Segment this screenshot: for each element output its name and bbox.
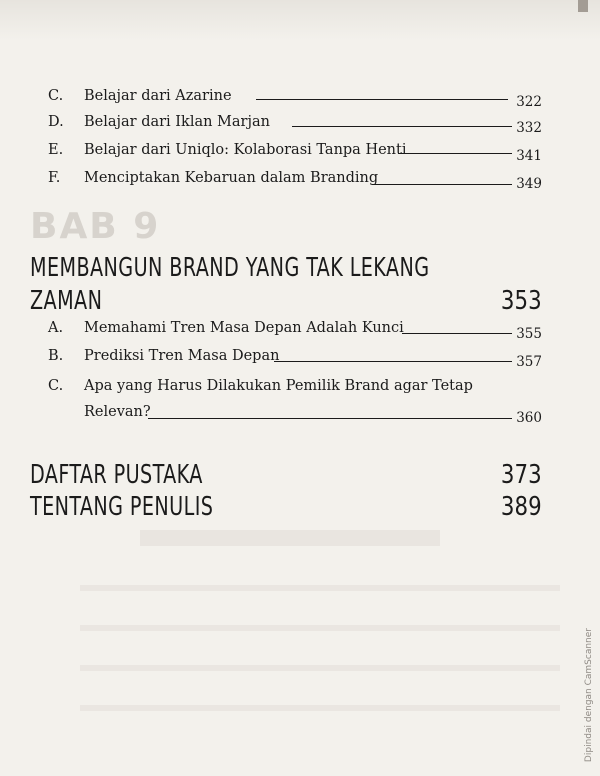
page-corner-mark bbox=[578, 0, 588, 12]
dot-leader bbox=[274, 361, 512, 362]
toc-entry-continuation bbox=[0, 404, 600, 428]
dot-leader bbox=[292, 126, 512, 127]
toc-entry bbox=[0, 348, 600, 372]
dot-leader bbox=[148, 418, 512, 419]
entry-letter: A. bbox=[48, 320, 64, 336]
entry-title: Belajar dari Azarine bbox=[84, 88, 232, 104]
entry-title: Belajar dari Iklan Marjan bbox=[84, 114, 270, 130]
toc-entry bbox=[0, 114, 600, 138]
toc-entry bbox=[0, 142, 600, 166]
chapter-title-line2: ZAMAN bbox=[30, 286, 103, 316]
back-matter-title: DAFTAR PUSTAKA bbox=[30, 460, 203, 490]
entry-title-line1: Apa yang Harus Dilakukan Pemilik Brand agar Tetap bbox=[84, 378, 473, 394]
entry-letter: C. bbox=[48, 88, 64, 104]
entry-letter: F. bbox=[48, 170, 61, 186]
entry-title: Prediksi Tren Masa Depan bbox=[84, 348, 280, 364]
entry-letter: E. bbox=[48, 142, 64, 158]
dot-leader bbox=[402, 333, 512, 334]
entry-title: Menciptakan Kebaruan dalam Branding bbox=[84, 170, 379, 186]
dot-leader bbox=[372, 184, 512, 185]
back-matter-title: TENTANG PENULIS bbox=[30, 492, 214, 522]
entry-page-number: 341 bbox=[516, 148, 542, 164]
show-through-block bbox=[80, 665, 560, 671]
toc-entry bbox=[0, 170, 600, 194]
back-matter-page-number: 389 bbox=[501, 492, 542, 522]
entry-title-line2: Relevan? bbox=[84, 404, 151, 420]
back-matter-page-number: 373 bbox=[501, 460, 542, 490]
toc-entry bbox=[0, 320, 600, 344]
chapter-title-line1: MEMBANGUN BRAND YANG TAK LEKANG bbox=[30, 253, 430, 283]
show-through-block bbox=[80, 705, 560, 711]
show-through-block bbox=[80, 585, 560, 591]
dot-leader bbox=[398, 153, 512, 154]
entry-page-number: 332 bbox=[516, 120, 542, 136]
scan-top-shadow bbox=[0, 0, 600, 40]
entry-page-number: 360 bbox=[516, 410, 542, 426]
entry-page-number: 355 bbox=[516, 326, 542, 342]
chapter-label: BAB 9 bbox=[30, 206, 161, 247]
chapter-page-number: 353 bbox=[501, 286, 542, 316]
entry-page-number: 357 bbox=[516, 354, 542, 370]
entry-letter: D. bbox=[48, 114, 64, 130]
show-through-block bbox=[80, 625, 560, 631]
scanner-watermark: Dipindai dengan CamScanner bbox=[584, 627, 594, 762]
dot-leader bbox=[256, 99, 508, 100]
entry-title: Memahami Tren Masa Depan Adalah Kunci bbox=[84, 320, 404, 336]
entry-page-number: 322 bbox=[516, 94, 542, 110]
entry-letter: B. bbox=[48, 348, 64, 364]
show-through-block bbox=[140, 530, 440, 546]
toc-entry bbox=[0, 378, 600, 402]
entry-page-number: 349 bbox=[516, 176, 542, 192]
entry-letter: C. bbox=[48, 378, 64, 394]
toc-entry bbox=[0, 88, 600, 112]
entry-title: Belajar dari Uniqlo: Kolaborasi Tanpa Henti bbox=[84, 142, 407, 158]
